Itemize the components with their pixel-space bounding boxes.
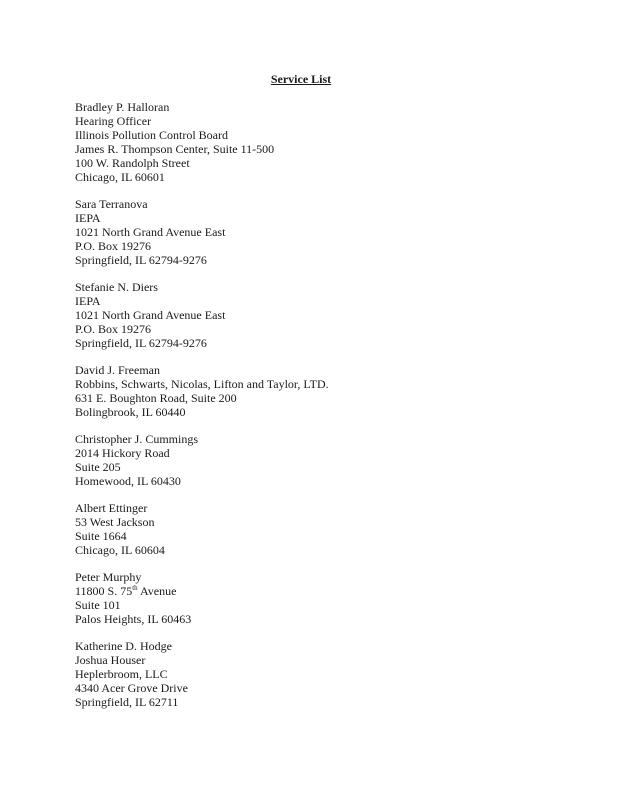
service-entry: [75, 570, 578, 626]
entry-line: 4340 Acer Grove Drive: [75, 681, 188, 695]
entry-name: Christopher J. Cummings: [75, 432, 199, 446]
entry-line: Chicago, IL 60604: [75, 543, 165, 557]
entry-line: Chicago, IL 60601: [75, 170, 165, 184]
entry-line: Suite 101: [75, 598, 121, 612]
entry-line: 631 E. Boughton Road, Suite 200: [75, 391, 237, 405]
entry-line: 53 West Jackson: [75, 515, 155, 529]
service-list: [75, 100, 578, 722]
entry-line: James R. Thompson Center, Suite 11-500: [75, 142, 275, 156]
entry-line: P.O. Box 19276: [75, 239, 152, 253]
entry-name: Sara Terranova: [75, 197, 148, 211]
entry-name: Bradley P. Halloran: [75, 100, 170, 114]
service-entry: [75, 639, 578, 709]
entry-name: David J. Freeman: [75, 363, 160, 377]
entry-line: Homewood, IL 60430: [75, 474, 181, 488]
entry-line: 2014 Hickory Road: [75, 446, 170, 460]
entry-line: Springfield, IL 62711: [75, 695, 179, 709]
entry-line: Springfield, IL 62794-9276: [75, 336, 207, 350]
entry-line: P.O. Box 19276: [75, 322, 152, 336]
entry-line: Illinois Pollution Control Board: [75, 128, 229, 142]
service-entry: [75, 501, 578, 557]
entry-line: Bolingbrook, IL 60440: [75, 405, 186, 419]
entry-line: 100 W. Randolph Street: [75, 156, 190, 170]
entry-line: 11800 S. 75th Avenue: [75, 584, 177, 598]
entry-line: Suite 1664: [75, 529, 127, 543]
entry-line: 1021 North Grand Avenue East: [75, 308, 226, 322]
entry-line: Hearing Officer: [75, 114, 152, 128]
service-entry: [75, 363, 578, 419]
service-entry: [75, 100, 578, 184]
entry-name: Stefanie N. Diers: [75, 280, 158, 294]
service-entry: [75, 432, 578, 488]
entry-line: Springfield, IL 62794-9276: [75, 253, 207, 267]
entry-line: Robbins, Schwarts, Nicolas, Lifton and Taylor, LTD.: [75, 377, 329, 391]
entry-name: Albert Ettinger: [75, 501, 148, 515]
service-entry: [75, 280, 578, 350]
entry-line: Palos Heights, IL 60463: [75, 612, 192, 626]
entry-line: Heplerbroom, LLC: [75, 667, 168, 681]
entry-name: Peter Murphy: [75, 570, 142, 584]
entry-line: Joshua Houser: [75, 653, 146, 667]
entry-line: Suite 205: [75, 460, 121, 474]
entry-line: IEPA: [75, 211, 101, 225]
entry-line: 1021 North Grand Avenue East: [75, 225, 226, 239]
entry-line: IEPA: [75, 294, 101, 308]
service-entry: [75, 197, 578, 267]
entry-name: Katherine D. Hodge: [75, 639, 172, 653]
page-title: Service List: [270, 72, 332, 86]
